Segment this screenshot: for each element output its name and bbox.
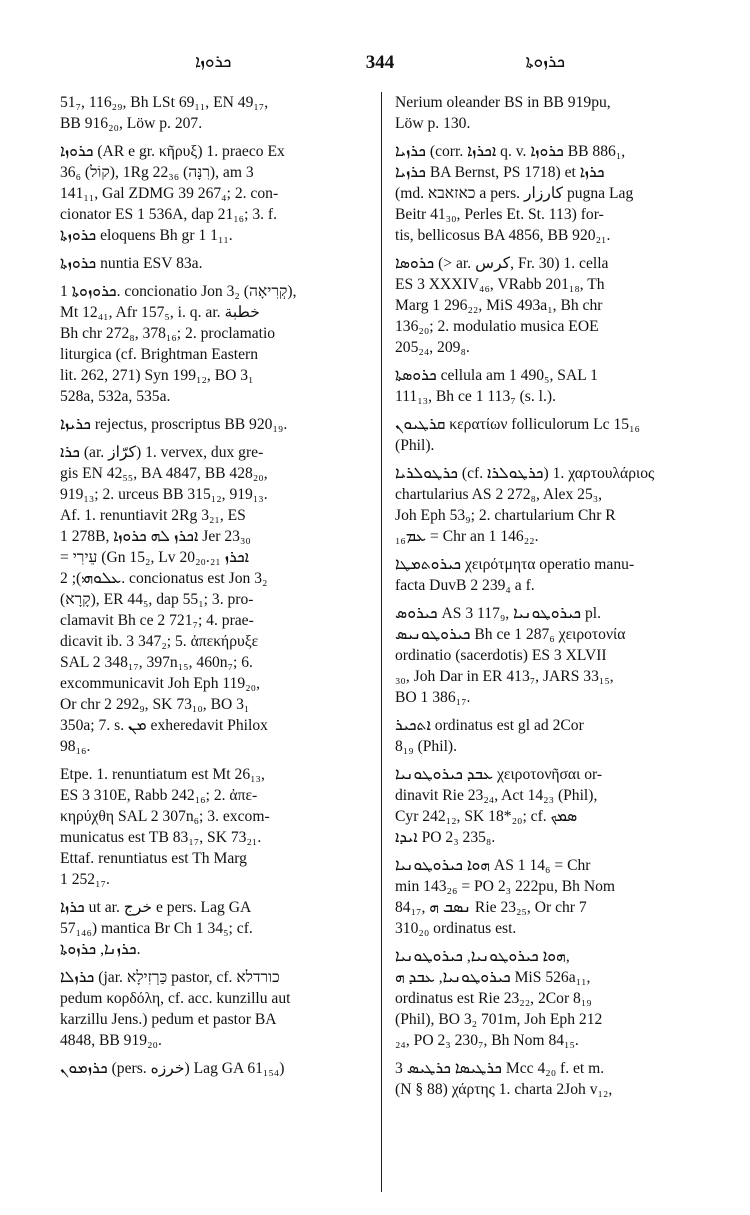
dictionary-entry: ܟܪܙܐ ut ar. خرج e pers. Lag GA 57₁₄₆) mantica Br Ch 1 34₅; cf. ܟܪܙܢܐ, ܟܪܙܘܬܐ. <box>60 899 253 958</box>
dictionary-entry: ܟܪܙܡܘܢ (pers. خرزه) Lag GA 61₁₅₄) <box>60 1060 285 1077</box>
left-column <box>60 92 378 1192</box>
dictionary-entry: ܥܒܕ ܟܝܪܘܛܘܢܝܐ χειροτονῆσαι or- dinavit Rie 23₂₄, Act 14₂₃ (Phil), Cyr 242₁₂, SK 18*₂₀; cf. ܣܡܟ ܐܝܕܐ PO 2₃ 235₈. <box>395 766 603 846</box>
running-head-left-word: ܟܪܘܙܐ <box>195 52 232 71</box>
dictionary-entry: ܩܪܛܝܘܢ κερατίων folliculorum Lc 15₁₆ (Phil). <box>395 416 640 454</box>
page-number: 344 <box>365 52 395 73</box>
dictionary-entry: Nerium oleander BS in BB 919pu, Löw p. 130. <box>395 94 611 132</box>
dictionary-entry: ܟܪܘܣܬܐ cellula am 1 490₅, SAL 1 111₁₃, Bh ce 1 113₇ (s. l.). <box>395 367 598 405</box>
column-divider <box>381 92 382 1192</box>
dictionary-entry: ܟܪܛܘܠܪܝܐ (cf. ܟܪܛܘܠܪܐ) 1. χαρτουλάριος chartularius AS 2 272₈, Alex 25₃, Joh Eph 53₉; 2. chartularium Chr R ܥܡ₁₆ = Chr an 1 146₂₂. <box>395 465 655 545</box>
dictionary-entry: ܟܪܘܙܐ (AR e gr. κῆρυξ) 1. praeco Ex 36₆ (קוֹל), 1Rg 22₃₆ (רִנָּה), am 3 141₁₁, Gal ZDMG 39 267₄; 2. con- cionator ES 1 536A, dap 21₁₆; 3. f. ܟܪܘܙܬܐ eloquens Bh gr 1 1₁₁. <box>60 143 285 244</box>
running-head-right-word: ܟܪܙܘܬܐ <box>525 52 565 71</box>
dictionary-entry: ܟܪܐ (ar. كرّاز) 1. vervex, dux gre- gis EN 42₅₅, BA 4847, BB 428₂₀, 919₁₃; 2. urceus BB 315₁₂, 919₁₃. Af. 1. renuntiavit 2Rg 3₂₁, ES 1 278B, ܐܟܪܙ ܠܗ ܟܪܘܙܐ Jer 23₃₀ = עֵירִי (Gn 15₂, Lv 20₂₀.₂₁ ܐܟܪܙ ܥܠܘܗܝ); 2. concionatus est Jon 3₂ (קָרָא), ER 44₅, dap 55₁; 3. pro- clamavit Bh ce 2 721₇; 4. prae- dicavit ib. 3 347₂; 5. ἀπεκήρυξε SAL 2 348₁₇, 397n₁₅, 460n₇; 6. excommunicavit Joh Eph 119₂₀, Or chr 2 292₉, SK 73₁₀, BO 3₁ 350a; 7. s. ܡܢ exheredavit Philox 98₁₆. <box>60 444 268 755</box>
dictionary-entry: ܟܪܛܝܣܐ ܟܪܛܝܣ 3 Mcc 4₂₀ f. et m. (N § 88) χάρτης 1. charta 2Joh v₁₂, <box>395 1060 613 1098</box>
dictionary-entry: ܟܪܝܙܐ rejectus, proscriptus BB 920₁₉. <box>60 416 288 433</box>
dictionary-entry: ܟܪܘܙܘܬܐ 1. concionatio Jon 3₂ (קְרִיאָה), Mt 12₄₁, Afr 157₅, i. q. ar. خطبة Bh chr 272₈, 378₁₆; 2. proclamatio liturgica (cf. Brightman Eastern lit. 262, 271) Syn 199₁₂, BO 3₁ 528a, 532a, 535a. <box>60 283 297 405</box>
running-head <box>60 52 700 82</box>
dictionary-entry: ܐܬܟܝܪ ordinatus est gl ad 2Cor 8₁₉ (Phil). <box>395 717 584 755</box>
dictionary-entry: ܟܪܙܠܐ (jar. כַּרְזִילָא pastor, cf. כורדלא pedum κορδόλη, cf. acc. kunzillu aut karzillu Jens.) pedum et pastor BA 4848, BB 919₂₀. <box>60 969 291 1049</box>
dictionary-entry: ܟܪܙܝܐ (corr. ܐܟܪܙܐ q. v. ܟܪܘܙܐ BB 886₁, ܟܪܙܝܐ BA Bernst, PS 1718) et ܟܪܙܐ (md. כאזאבא a pers. کارزار pugna Lag Beitr 41₃₀, Perles Et. St. 113) for- tis, bellicosus BA 4856, BB 920₂₁. <box>395 143 634 244</box>
dictionary-entry: ܗܘܐ ܟܝܪܘܛܘܢܝܐ, ܟܝܪܘܛܘܢܝܐ, ܟܝܪܘܛܘܢܝܐ, ܥܒܕ ܗ MiS 526a₁₁, ordinatus est Rie 23₂₂, 2Cor 8₁₉ (Phil), BO 3₂ 701m, Joh Eph 212 ₂₄, PO 2₃ 230₇, Bh Nom 84₁₅. <box>395 948 603 1049</box>
dictionary-entry: ܟܪܘܙܬܐ nuntia ESV 83a. <box>60 255 203 272</box>
dictionary-entry: ܟܪܘܣܐ (> ar. كرس, Fr. 30) 1. cella ES 3 XXXIV₄₆, VRabb 201₁₈, Th Marg 1 296₂₂, MiS 493a₁, Bh chr 136₂₀; 2. modulatio musica EOE 205₂₄, 209₈. <box>395 255 609 356</box>
right-column <box>395 92 713 1192</box>
dictionary-entry: Etpe. 1. renuntiatum est Mt 26₁₃, ES 3 310E, Rabb 242₁₆; 2. ἀπε- κηρύχθη SAL 2 307n₆; 3. excom- municatus est TB 83₁₇, SK 73₂₁. Ettaf. renuntiatus est Th Marg 1 252₁₇. <box>60 766 270 888</box>
dictionary-entry: ܟܝܪܘܬܡܛܐ χειρότμητα operatio manu- facta DuvB 2 239₄ a f. <box>395 556 635 594</box>
dictionary-entry: ܗܘܐ ܟܝܪܘܛܘܢܝܐ AS 1 14₆ = Chr min 143₂₆ = PO 2₃ 222pu, Bh Nom 84₁₇, ܢܣܒ ܗ Rie 23₂₅, Or chr 7 310₂₀ ordinatus est. <box>395 857 616 937</box>
dictionary-entry: 51₇, 116₂₉, Bh LSt 69₁₁, EN 49₁₇, BB 916₂₀, Löw p. 207. <box>60 94 269 132</box>
dictionary-entry: ܟܝܪܘܣ AS 3 117₉, ܟܝܪܘܛܘܢܝܐ pl. ܟܝܪܘܛܘܢܝܣ Bh ce 1 287₆ χειροτονία ordinatio (sacerdotis) ES 3 XLVII ₃₀, Joh Dar in ER 413₇, JARS 33₁₅, BO 1 386₁₇. <box>395 605 626 706</box>
